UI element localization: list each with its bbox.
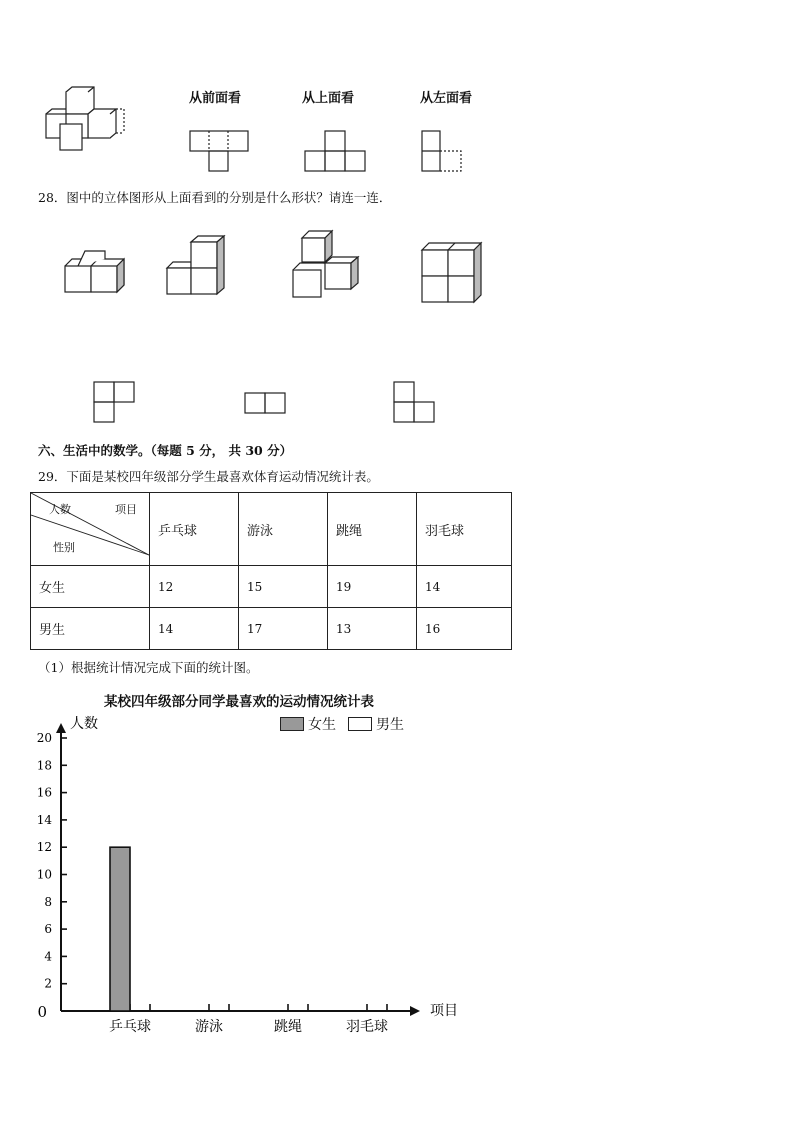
q28-solid-4 <box>421 242 483 304</box>
q28-text: 28．图中的立体图形从上面看到的分别是什么形状？请连一连． <box>38 190 392 205</box>
q28-solid-1 <box>64 250 126 294</box>
q28-view-3 <box>393 381 435 423</box>
sports-stats-table <box>30 492 512 650</box>
x-tick-label: 羽毛球 <box>346 1019 388 1035</box>
legend-label-boys: 男生 <box>376 717 404 733</box>
header-cell: 游泳 <box>239 493 328 566</box>
q29-text: 29．下面是某校四年级部分学生最喜欢体育运动情况统计表。 <box>38 469 379 484</box>
header-cell: 羽毛球 <box>417 493 512 566</box>
row-label: 男生 <box>31 608 150 650</box>
y-tick-label: 0 <box>37 1003 47 1021</box>
header-cell: 乒乓球 <box>150 493 239 566</box>
table-cell: 17 <box>239 608 328 650</box>
y-tick-label: 14 <box>36 812 52 827</box>
y-tick-label: 20 <box>36 731 52 745</box>
x-tick-label: 游泳 <box>195 1019 223 1035</box>
table-cell: 13 <box>328 608 417 650</box>
q28-view-2 <box>244 392 286 414</box>
y-tick-label: 8 <box>44 894 52 909</box>
section-6-title: 六、生活中的数学。（每题 5 分， 共 30 分） <box>38 443 293 458</box>
table-corner-cell <box>31 493 150 566</box>
front-view-label: 从前面看 <box>189 91 242 106</box>
table-cell: 14 <box>150 608 239 650</box>
legend-label-girls: 女生 <box>308 717 336 733</box>
corner-gender-label: 性别 <box>53 541 75 554</box>
row-label: 女生 <box>31 566 150 608</box>
x-axis-arrow <box>410 1006 420 1016</box>
table-cell: 12 <box>150 566 239 608</box>
table-cell: 16 <box>417 608 512 650</box>
y-tick-label: 2 <box>44 976 52 991</box>
q28-solid-2 <box>166 236 226 296</box>
header-cell: 跳绳 <box>328 493 417 566</box>
table-cell: 15 <box>239 566 328 608</box>
table-row <box>31 608 512 650</box>
table-row <box>31 566 512 608</box>
q27-solid-figure <box>40 84 140 156</box>
bar-chart <box>0 700 794 1060</box>
front-view-shape <box>189 130 249 172</box>
y-tick-label: 12 <box>36 840 52 855</box>
y-tick-label: 16 <box>36 785 52 800</box>
bar-girls <box>110 847 130 1011</box>
top-view-label: 从上面看 <box>302 91 355 106</box>
left-view-shape <box>420 130 464 172</box>
y-axis-label: 人数 <box>70 716 98 732</box>
q28-view-1 <box>93 381 135 423</box>
y-axis-arrow <box>56 723 66 733</box>
table-cell: 19 <box>328 566 417 608</box>
q28-solid-3 <box>292 230 362 298</box>
top-view-shape <box>304 130 366 172</box>
table-cell: 14 <box>417 566 512 608</box>
y-tick-label: 10 <box>36 867 52 882</box>
corner-item-label: 项目 <box>115 503 137 516</box>
left-view-label: 从左面看 <box>420 91 473 106</box>
y-tick-label: 4 <box>44 949 52 964</box>
q29-sub1-text: （1）根据统计情况完成下面的统计图。 <box>38 660 259 675</box>
corner-count-label: 人数 <box>49 503 71 516</box>
y-tick-label: 6 <box>44 922 52 937</box>
x-tick-label: 乒乓球 <box>109 1019 151 1035</box>
x-axis-label: 项目 <box>430 1003 458 1019</box>
x-tick-label: 跳绳 <box>274 1019 302 1035</box>
chart-title: 某校四年级部分同学最喜欢的运动情况统计表 <box>104 694 374 710</box>
y-tick-label: 18 <box>36 758 52 773</box>
